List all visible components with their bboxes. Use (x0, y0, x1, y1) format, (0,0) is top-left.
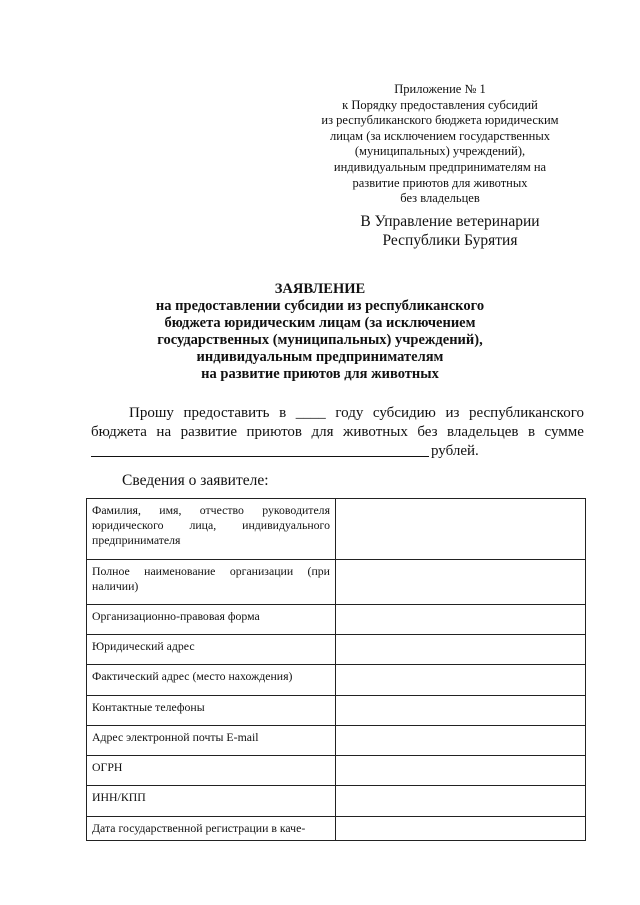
table-row (87, 499, 586, 560)
field-value[interactable] (336, 499, 586, 560)
request-word: животных (343, 424, 408, 440)
field-value[interactable] (336, 605, 586, 635)
field-value[interactable] (336, 665, 586, 696)
title-line: на развитие приютов для животных (201, 366, 439, 382)
request-word: республиканского (468, 405, 584, 421)
table-row (87, 817, 586, 841)
year-blank[interactable]: ____ (295, 405, 326, 421)
request-word: бюджета (91, 424, 147, 440)
table-row (87, 665, 586, 696)
table-row (87, 696, 586, 726)
appendix-line: Приложение № 1 (394, 82, 486, 96)
amount-blank[interactable] (299, 442, 429, 457)
request-word: владельцев (447, 424, 519, 440)
request-word: сумме (544, 424, 584, 440)
request-word: Прошу (129, 405, 174, 421)
table-row (87, 605, 586, 635)
field-label: Организационно-правовая форма (87, 605, 336, 635)
table-row (87, 726, 586, 756)
title-line: на предоставлении субсидии из республиканского (155, 298, 485, 314)
request-line-2 (91, 423, 584, 442)
field-label: Дата государственной регистрации в каче- (87, 817, 336, 841)
request-word: году (335, 405, 364, 421)
addressee (300, 212, 600, 250)
request-paragraph (91, 404, 584, 461)
request-word: в (279, 405, 287, 421)
request-word: предоставить (183, 405, 270, 421)
field-label: Фамилия, имя, отчество руководителя юридического лица, индивидуального предпринимателя (87, 499, 336, 560)
appendix-reference (280, 82, 600, 207)
field-value[interactable] (336, 560, 586, 605)
applicant-info-label: Сведения о заявителе: (122, 472, 269, 489)
table-row (87, 635, 586, 665)
request-word: в (527, 424, 536, 440)
document-title (60, 281, 580, 383)
applicant-info-table (86, 498, 586, 841)
request-word: на (156, 424, 172, 440)
field-label: Юридический адрес (87, 635, 336, 665)
title-line: бюджета юридическим лицам (за исключением (164, 315, 476, 331)
addressee-line-2: Республики Бурятия (382, 232, 518, 249)
request-word: из (445, 405, 460, 421)
addressee-line-1: В Управление ветеринарии (360, 213, 540, 230)
request-line-3 (91, 442, 584, 461)
appendix-line: развитие приютов для животных (352, 175, 528, 190)
title-heading: ЗАЯВЛЕНИЕ (274, 281, 366, 297)
field-value[interactable] (336, 726, 586, 756)
field-value[interactable] (336, 756, 586, 786)
request-line-1 (91, 404, 584, 423)
field-value[interactable] (336, 696, 586, 726)
request-word: субсидию (372, 405, 436, 421)
table-row (87, 786, 586, 817)
request-word: развитие (180, 424, 238, 440)
request-word: для (311, 424, 334, 440)
appendix-line: из республиканского бюджета юридическим (321, 113, 559, 128)
field-label: ИНН/КПП (87, 786, 336, 817)
appendix-line: лицам (за исключением государственных (330, 128, 550, 143)
title-line: индивидуальным предпринимателям (196, 349, 444, 365)
request-word: без (417, 424, 438, 440)
field-label: Адрес электронной почты E-mail (87, 726, 336, 756)
field-label: Фактический адрес (место нахождения) (87, 665, 336, 696)
field-value[interactable] (336, 786, 586, 817)
field-value[interactable] (336, 635, 586, 665)
field-value[interactable] (336, 817, 586, 841)
field-label: Контактные телефоны (87, 696, 336, 726)
appendix-line: (муниципальных) учреждений), (354, 144, 526, 159)
field-label: Полное наименование организации (при наличии) (87, 560, 336, 605)
table-row (87, 756, 586, 786)
table-row (87, 560, 586, 605)
appendix-line: индивидуальным предпринимателям на (333, 159, 547, 174)
appendix-line: к Порядку предоставления субсидий (342, 97, 538, 112)
request-word: приютов (246, 424, 303, 440)
appendix-line: без владельцев (400, 191, 480, 206)
title-line: государственных (муниципальных) учреждений), (157, 332, 483, 348)
amount-words-blank[interactable] (91, 442, 299, 457)
rubles-label: рублей. (431, 443, 479, 459)
field-label: ОГРН (87, 756, 336, 786)
